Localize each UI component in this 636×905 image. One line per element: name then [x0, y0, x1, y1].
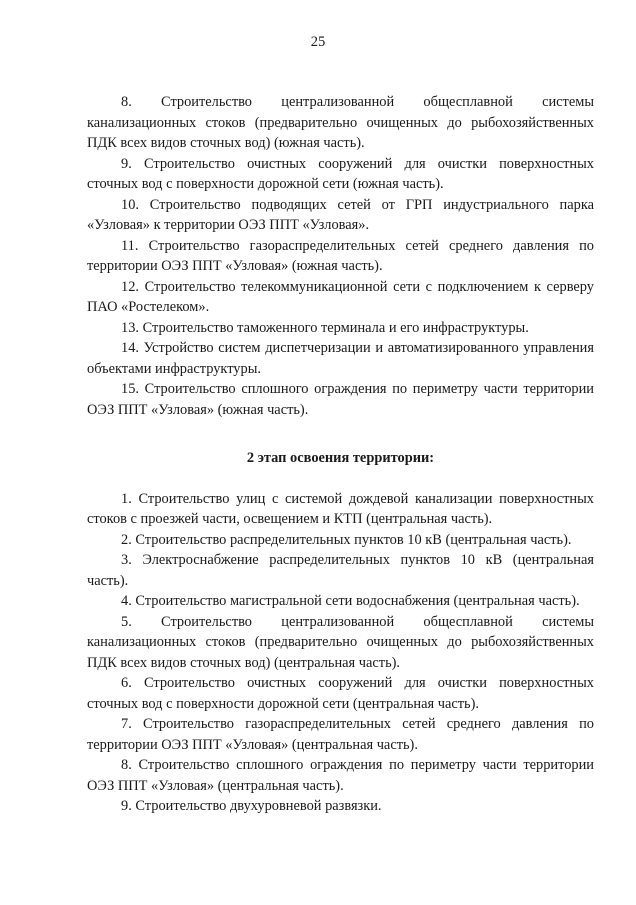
- stage2-item-7: 7. Строительство газораспределительных сетей среднего давления по территории ОЭЗ ППТ «Узловая» (центральная часть).: [87, 716, 594, 753]
- stage2-heading: 2 этап освоения территории:: [246, 450, 435, 466]
- stage1-item-12: 12. Строительство телекоммуникационной сети с подключением к серверу ПАО «Ростелеком».: [87, 278, 594, 315]
- stage2-item-8: 8. Строительство сплошного ограждения по периметру части территории ОЭЗ ППТ «Узловая» (центральная часть).: [87, 757, 594, 794]
- document-body: [87, 92, 594, 817]
- stage2-item-9: 9. Строительство двухуровневой развязки.: [121, 798, 382, 814]
- stage1-item-9: 9. Строительство очистных сооружений для очистки поверхностных сточных вод с поверхности дорожной сети (южная часть).: [87, 155, 594, 192]
- stage2-item-2: 2. Строительство распределительных пунктов 10 кВ (центральная часть).: [121, 531, 572, 548]
- stage2-item-3: 3. Электроснабжение распределительных пунктов 10 кВ (центральная часть).: [87, 552, 594, 589]
- page-number: 25: [310, 34, 326, 50]
- stage1-item-15: 15. Строительство сплошного ограждения по периметру части территории ОЭЗ ППТ «Узловая» (южная часть).: [87, 381, 594, 418]
- stage2-item-5: 5. Строительство централизованной общесплавной системы канализационных стоков (предварительно очищенных до рыбохозяйственных ПДК всех видов сточных вод) (центральная часть).: [87, 613, 594, 671]
- stage1-item-10: 10. Строительство подводящих сетей от ГРП индустриального парка «Узловая» к территории ОЭЗ ППТ «Узловая».: [87, 196, 594, 233]
- stage1-item-14: 14. Устройство систем диспетчеризации и автоматизированного управления объектами инфраструктуры.: [87, 340, 594, 377]
- stage1-item-11: 11. Строительство газораспределительных сетей среднего давления по территории ОЭЗ ППТ «Узловая» (южная часть).: [87, 237, 594, 274]
- stage2-item-4: 4. Строительство магистральной сети водоснабжения (центральная часть).: [121, 593, 580, 609]
- stage1-item-13: 13. Строительство таможенного терминала и его инфраструктуры.: [121, 319, 529, 336]
- stage2-item-6: 6. Строительство очистных сооружений для очистки поверхностных сточных вод с поверхности дорожной сети (центральная часть).: [87, 675, 594, 712]
- stage2-item-1: 1. Строительство улиц с системой дождевой канализации поверхностных стоков с проезжей части, освещением и КТП (центральная часть).: [87, 490, 594, 527]
- stage1-item-8: 8. Строительство централизованной общесплавной системы канализационных стоков (предварительно очищенных до рыбохозяйственных ПДК всех видов сточных вод) (южная часть).: [87, 94, 594, 151]
